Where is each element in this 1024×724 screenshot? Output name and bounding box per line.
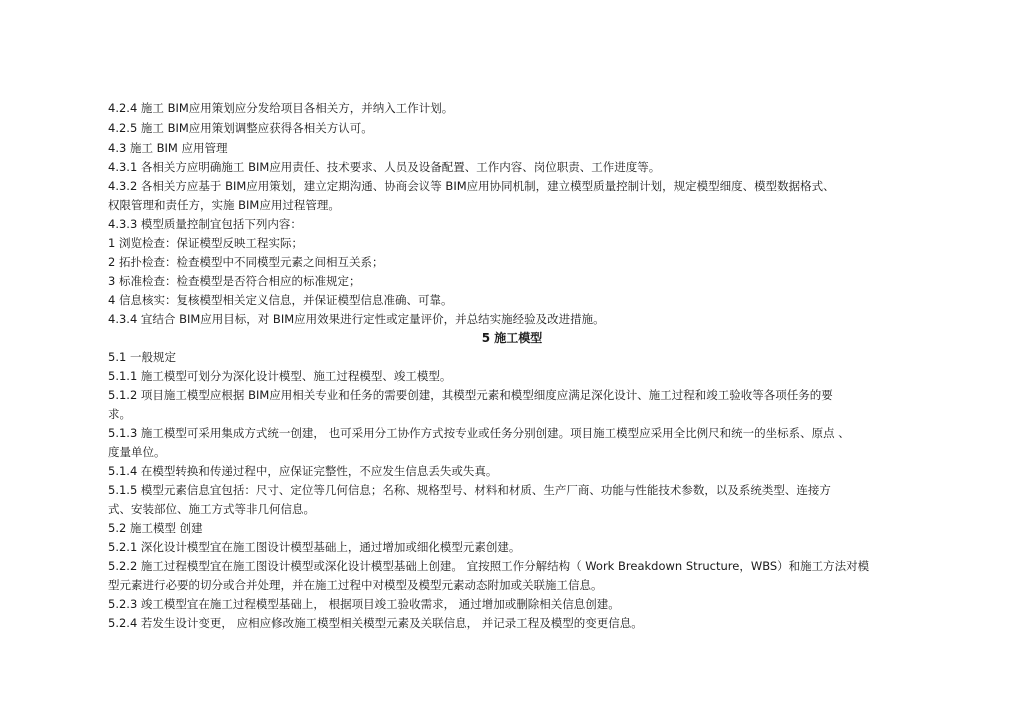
text-line-4-3-2-cont: 权限管理和责任方，实施 BIM应用过程管理。: [108, 198, 340, 212]
section-heading-4-3: 4.3 施工 BIM 应用管理: [108, 141, 228, 155]
text-line-5-2-1: 5.2.1 深化设计模型宜在施工图设计模型基础上，通过增加或细化模型元素创建。: [108, 540, 521, 554]
text-line-5-2-4: 5.2.4 若发生设计变更， 应相应修改施工模型相关模型元素及关联信息， 并记录工程及模型的变更信息。: [108, 616, 643, 630]
text-line-5-1-4: 5.1.4 在模型转换和传递过程中，应保证完整性，不应发生信息丢失或失真。: [108, 464, 498, 478]
list-item-4: 4 信息核实：复核模型相关定义信息，并保证模型信息准确、可靠。: [108, 293, 453, 307]
text-line-5-1-5: 5.1.5 模型元素信息宜包括：尺寸、定位等几何信息；名称、规格型号、材料和材质、生产厂商、功能与性能技术参数，以及系统类型、连接方: [108, 483, 831, 497]
list-item-3: 3 标准检查：检查模型是否符合相应的标准规定；: [108, 274, 361, 288]
text-line-4-3-2: 4.3.2 各相关方应基于 BIM应用策划，建立定期沟通、协商会议等 BIM应用协同机制，建立模型质量控制计划，规定模型细度、模型数据格式、: [108, 179, 835, 193]
text-line-5-1-2: 5.1.2 项目施工模型应根据 BIM应用相关专业和任务的需要创建，其模型元素和模型细度应满足深化设计、施工过程和竣工验收等各项任务的要: [108, 388, 833, 402]
text-line-4-3-4: 4.3.4 宜结合 BIM应用目标，对 BIM应用效果进行定性或定量评价，并总结实施经验及改进措施。: [108, 312, 605, 326]
text-line-5-1-3-cont: 度量单位。: [108, 445, 166, 459]
text-line-5-1-1: 5.1.1 施工模型可划分为深化设计模型、施工过程模型、竣工模型。: [108, 369, 452, 383]
text-line-5-2-2-cont: 型元素进行必要的切分或合并处理，并在施工过程中对模型及模型元素动态附加或关联施工信息。: [108, 578, 603, 592]
text-line-5-1-5-cont: 式、安装部位、施工方式等非几何信息。: [108, 502, 315, 516]
text-line-4-3-3: 4.3.3 模型质量控制宜包括下列内容：: [108, 217, 302, 231]
list-item-1: 1 浏览检查：保证模型反映工程实际；: [108, 236, 303, 250]
text-line-5-1-2-cont: 求。: [108, 407, 131, 421]
section-heading-5-1: 5.1 一般规定: [108, 350, 176, 364]
chapter-heading: 5 施工模型: [481, 331, 543, 345]
text-line-4-2-4: 4.2.4 施工 BIM应用策划应分发给项目各相关方，并纳入工作计划。: [108, 101, 454, 115]
text-line-4-2-5: 4.2.5 施工 BIM应用策划调整应获得各相关方认可。: [108, 121, 373, 135]
text-line-5-2-2: 5.2.2 施工过程模型宜在施工图设计模型或深化设计模型基础上创建。 宜按照工作分解结构（ Work Breakdown Structure，WBS）和施工方法对模: [108, 559, 870, 573]
text-line-5-1-3: 5.1.3 施工模型可采用集成方式统一创建， 也可采用分工协作方式按专业或任务分别创建。项目施工模型应采用全比例尺和统一的坐标系、原点 、: [108, 426, 850, 440]
list-item-2: 2 拓扑检查：检查模型中不同模型元素之间相互关系；: [108, 255, 384, 269]
text-line-5-2-3: 5.2.3 竣工模型宜在施工过程模型基础上， 根据项目竣工验收需求， 通过增加或删除相关信息创建。: [108, 597, 620, 611]
text-line-4-3-1: 4.3.1 各相关方应明确施工 BIM应用责任、技术要求、人员及设备配置、工作内容、岗位职责、工作进度等。: [108, 160, 661, 174]
section-heading-5-2: 5.2 施工模型 创建: [108, 521, 203, 535]
